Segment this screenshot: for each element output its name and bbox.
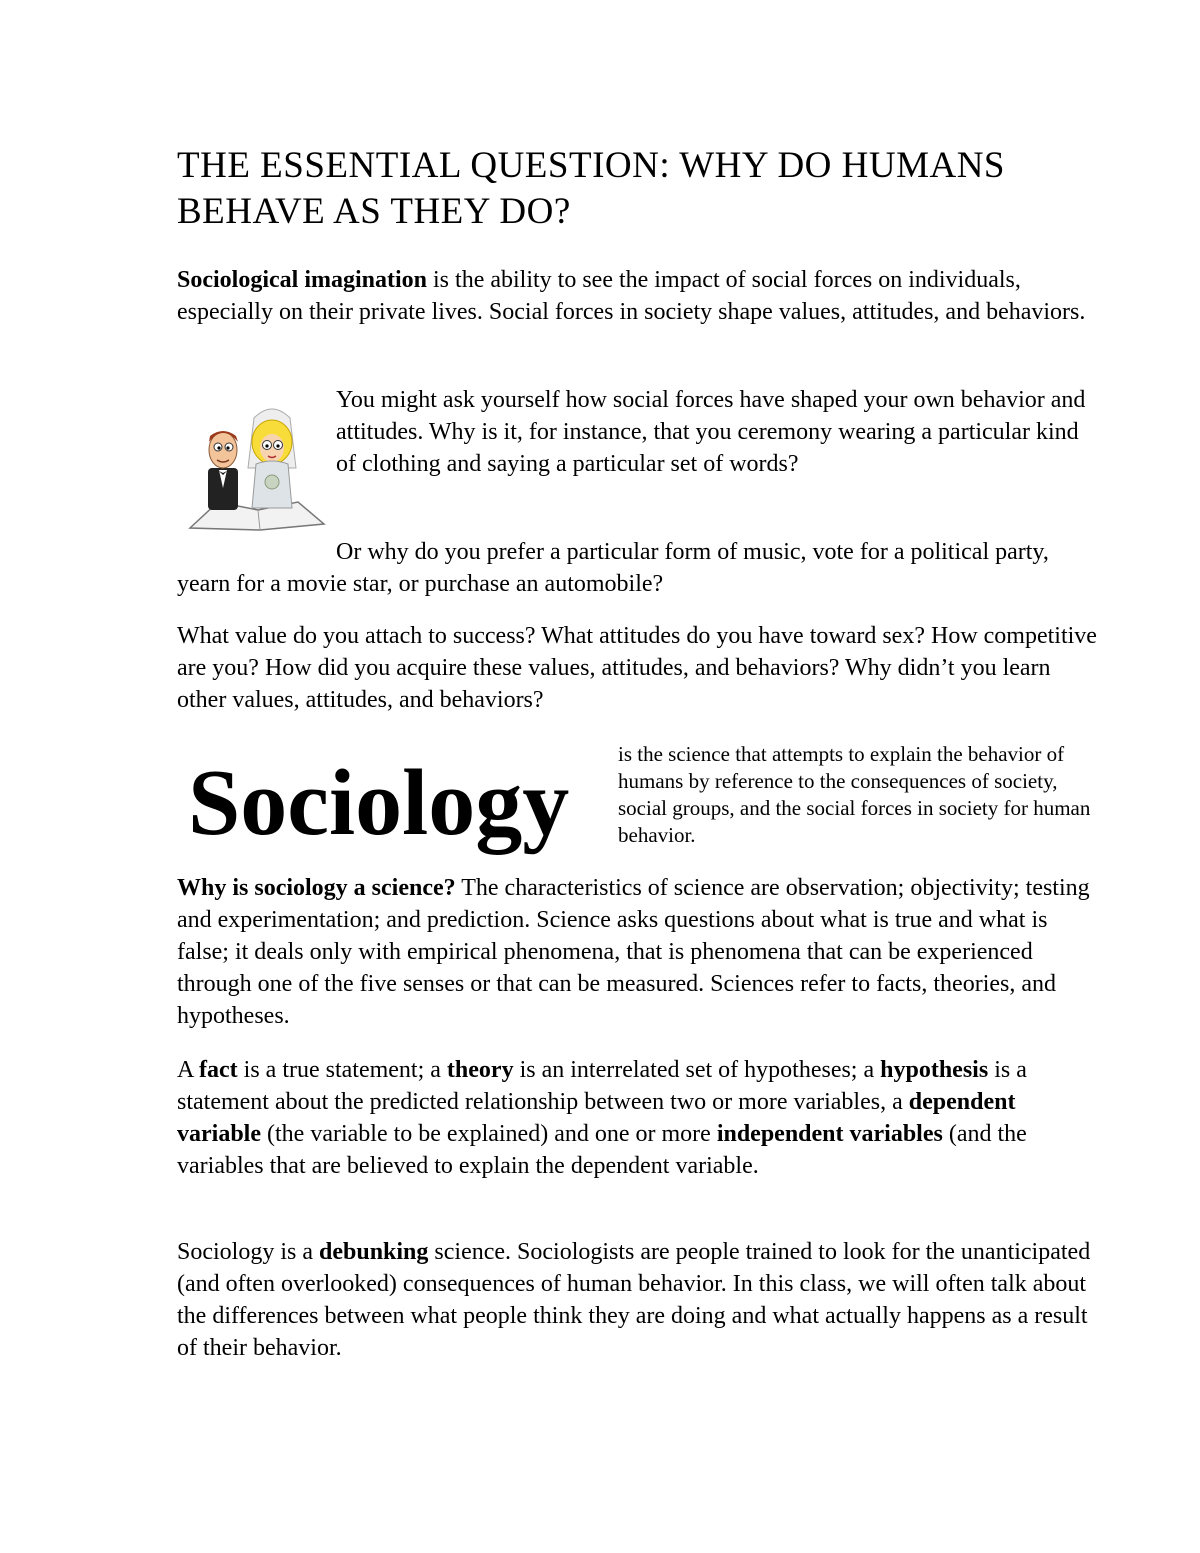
paragraph-text: Or why do you prefer a particular form of music, vote for a political party, yearn for a movie star, or purchase an automobile? [177,539,1049,597]
paragraph-values-questions: What value do you attach to success? What attitudes do you have toward sex? How competitive are you? How did you acquire these values, attitudes, and behaviors? Why didn’t you learn other values, attitudes, and behaviors? [177,623,1097,713]
term-sociological-imagination: Sociological imagination [177,267,428,293]
term-debunking: debunking [319,1239,429,1265]
text-segment: (and the variables that are believed to explain the dependent variable. [177,1121,1027,1179]
lead-why-science: Why is sociology a science? [177,875,456,901]
text-segment: A [177,1057,200,1083]
term-independent-variables: independent variables [716,1121,943,1147]
paragraph-definitions [177,1054,1102,1182]
term-dependent-variable: dependent variable [177,1089,1016,1147]
wedding-couple-cartoon-icon [188,398,326,532]
text-segment: is an interrelated set of hypotheses; a [513,1057,881,1083]
sociology-definition: is the science that attempts to explain the behavior of humans by reference to the consequences of society, social groups, and the social forces in society for human behavior. [618,742,1091,847]
text-segment: is a statement about the predicted relationship between two or more variables, a [177,1057,1027,1115]
text-segment: is a true statement; a [237,1057,447,1083]
paragraph-text: is the ability to see the impact of social forces on individuals, especially on their private lives. Social forces in society shape values, attitudes, and behaviors. [177,267,1086,325]
paragraph-why-science [177,872,1102,1032]
text-segment: Sociology is a [177,1239,319,1265]
term-theory: theory [446,1057,514,1083]
text-segment: (the variable to be explained) and one or more [261,1121,717,1147]
term-hypothesis: hypothesis [880,1057,989,1083]
paragraph-social-forces-question: You might ask yourself how social forces have shaped your own behavior and attitudes. Why is it, for instance, that you ceremony wearing a particular kind of clothing and saying a particular set of words? [336,387,1086,477]
page-title: THE ESSENTIAL QUESTION: WHY DO HUMANS BEHAVE AS THEY DO? [177,145,1006,232]
paragraph-text: The characteristics of science are observation; objectivity; testing and experimentation; and prediction. Science asks questions about what is true and what is false; it deals only with empirical phenomena, that is phenomena that can be experienced through one of the five senses or that can be measured. Sciences refer to facts, theories, and hypotheses. [177,875,1090,1029]
text-segment: science. Sociologists are people trained to look for the unanticipated (and often overlooked) consequences of human behavior. In this class, we will often talk about the differences between what people think they are doing and what actually happens as a result of their behavior. [177,1239,1091,1361]
paragraph-debunking-science [177,1236,1102,1364]
paragraph-sociological-imagination [177,264,1102,328]
paragraph-preferences-question [177,536,1097,600]
sociology-heading: Sociology [188,751,570,855]
term-fact: fact [199,1057,238,1083]
